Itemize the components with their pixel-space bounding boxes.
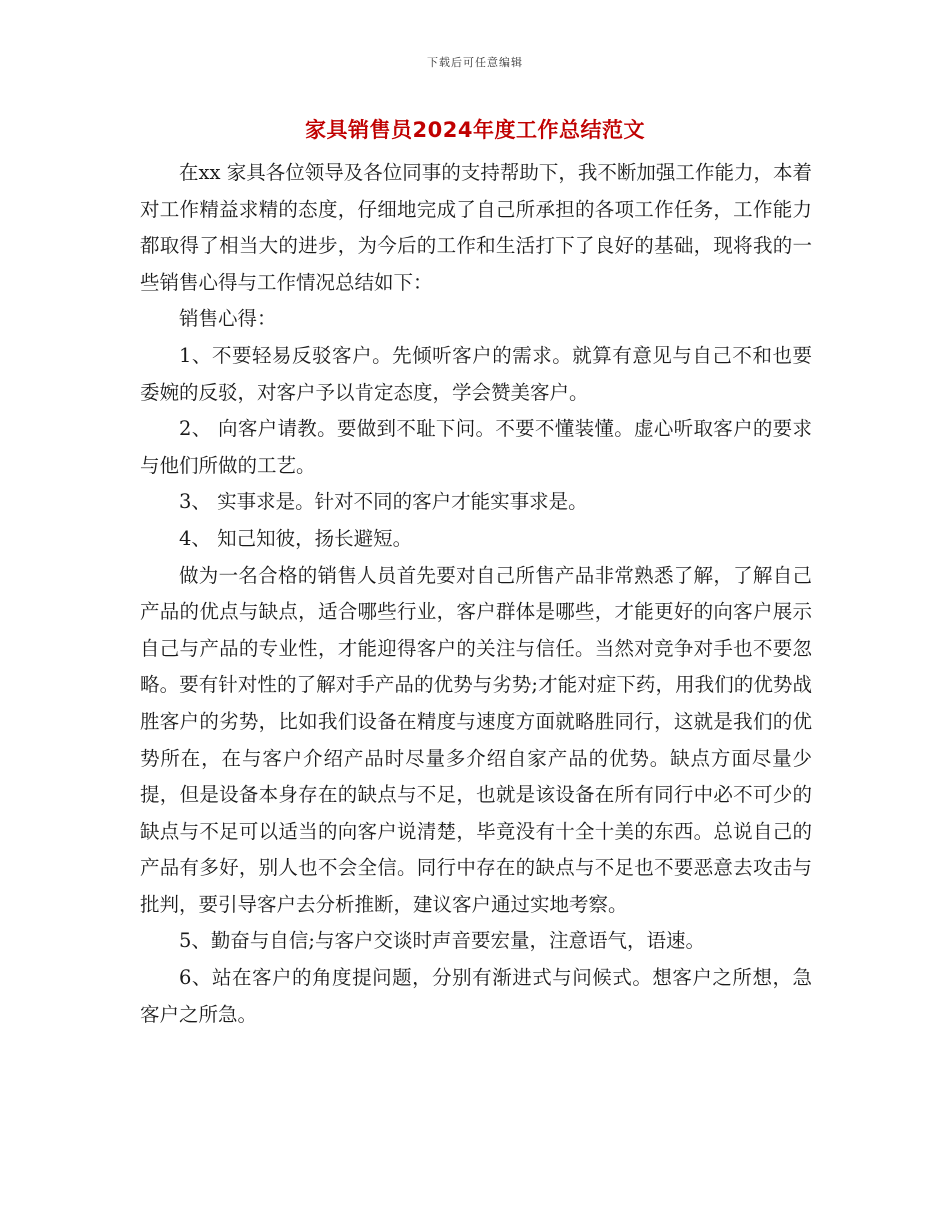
paragraph-item-6: 6、站在客户的角度提问题，分别有渐进式与问候式。想客户之所想，急客户之所急。 <box>140 966 812 1026</box>
paragraph-item-4-detail: 做为一名合格的销售人员首先要对自己所售产品非常熟悉了解，了解自己产品的优点与缺点，适合哪些行业，客户群体是哪些，才能更好的向客户展示自己与产品的专业性，才能迎得客户的关注与信任。当然对竞争对手也不要忽略。要有针对性的了解对手产品的优势与劣势;才能对症下药，用我们的优势战胜客户的劣势，比如我们设备在精度与速度方面就略胜同行，这就是我们的优势所在，在与客户介绍产品时尽量多介绍自家产品的优势。缺点方面尽量少提，但是设备本身存在的缺点与不足，也就是该设备在所有同行中必不可少的缺点与不足可以适当的向客户说清楚，毕竟没有十全十美的东西。总说自己的产品有多好，别人也不会全信。同行中存在的缺点与不足也不要恶意去攻击与批判，要引导客户去分析推断，建议客户通过实地考察。 <box>140 563 812 916</box>
paragraph-item-1: 1、不要轻易反驳客户。先倾听客户的需求。就算有意见与自己不和也要委婉的反驳，对客户予以肯定态度，学会赞美客户。 <box>140 343 812 404</box>
paragraph-section-heading: 销售心得： <box>179 307 277 331</box>
document-body <box>140 155 812 1033</box>
paragraph-item-4: 4、 知己知彼，扬长避短。 <box>179 526 413 550</box>
document-title: 家具销售员2024年度工作总结范文 <box>305 118 645 142</box>
paragraph-item-5: 5、勤奋与自信;与客户交谈时声音要宏量，注意语气，语速。 <box>179 929 705 953</box>
paragraph-item-2: 2、 向客户请教。要做到不耻下问。不要不懂装懂。虚心听取客户的要求与他们所做的工艺。 <box>140 417 812 477</box>
paragraph-item-3: 3、 实事求是。针对不同的客户才能实事求是。 <box>179 490 588 514</box>
header-note: 下载后可任意编辑 <box>427 56 523 69</box>
paragraph-intro: 在xx 家具各位领导及各位同事的支持帮助下，我不断加强工作能力，本着对工作精益求精的态度，仔细地完成了自己所承担的各项工作任务，工作能力都取得了相当大的进步，为今后的工作和生活打下了良好的基础，现将我的一些销售心得与工作情况总结如下： <box>140 161 812 294</box>
